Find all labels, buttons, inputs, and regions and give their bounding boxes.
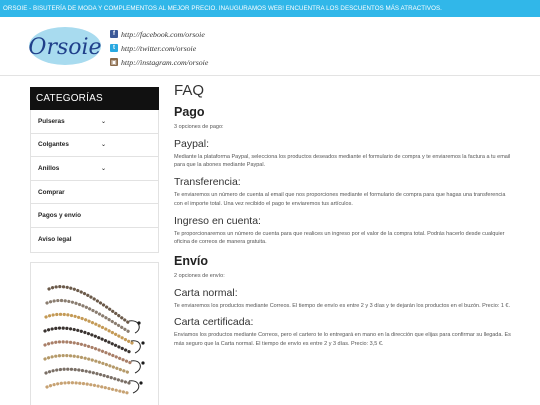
- sidebar-item-label: Anillos: [38, 164, 60, 172]
- transferencia-text: Te enviaremos un número de cuenta al email que nos proporciones mediante el formulario de compra para que hagas una transferencia con el importe total. Una vez recibido el pago te enviaremos tus artículos.: [174, 192, 506, 207]
- sidebar-item-label: Aviso legal: [38, 236, 72, 244]
- ingreso-text: Te proporcionaremos un número de cuenta para que realices un ingreso por el valor de la compra total. Podrás hacerlo desde cualquier oficina de correos de manera gratuita.: [174, 230, 505, 246]
- sidebar-item-pagos-envio[interactable]: [31, 204, 158, 228]
- main-area: [0, 75, 540, 405]
- facebook-icon: f: [110, 30, 118, 38]
- sidebar-item-label: Comprar: [38, 188, 65, 196]
- categories-header: CATEGORÍAS: [30, 87, 159, 110]
- sidebar-item-label: Pagos y envío: [38, 212, 81, 220]
- chevron-down-icon[interactable]: ⌄: [100, 142, 106, 149]
- envio-heading: Envío: [174, 253, 209, 268]
- sidebar-item-label: Colgantes: [38, 141, 69, 149]
- pago-intro: 3 opciones de pago:: [174, 124, 224, 130]
- top-announcement-bar: ORSOIE - BISUTERÍA DE MODA Y COMPLEMENTOS AL MEJOR PRECIO. INAUGURAMOS WEB! ENCUENTRA LOS DESCUENTOS MÁS ATRACTIVOS.: [0, 0, 540, 17]
- facebook-url[interactable]: http://facebook.com/orsoie: [121, 29, 205, 39]
- twitter-icon: t: [110, 44, 118, 52]
- carta-certificada-text: Enviamos los productos mediante Correos, pero el cartero te lo entregará en mano en la dirección que elijas para confirmar su llegada. Es más seguro que la Carta normal. El tiempo de envío es entre 2 y 3 días. Precio: 3,5 €.: [174, 332, 511, 348]
- facebook-link[interactable]: [110, 27, 208, 41]
- faq-content: [174, 82, 514, 349]
- paypal-text: Mediante la plataforma Paypal, selecciona los productos deseados mediante el formulario de compra y te enviaremos la factura a tu email para que la abones mediante Paypal.: [174, 153, 511, 169]
- site-header: [0, 17, 540, 75]
- transferencia-heading: Transferencia:: [174, 176, 241, 189]
- carta-normal-text: Te enviaremos los productos mediante Correos. El tiempo de envío es entre 2 y 3 días y te dejarán los productos en el buzón. Precio: 1 €.: [174, 302, 510, 309]
- envio-intro: 2 opciones de envío:: [174, 272, 225, 279]
- sidebar-item-anillos[interactable]: [31, 157, 158, 181]
- chevron-down-icon[interactable]: ⌄: [100, 165, 106, 172]
- sidebar-item-colgantes[interactable]: [31, 134, 158, 158]
- product-image-bracelets[interactable]: [30, 262, 159, 405]
- pago-heading: Pago: [174, 105, 205, 119]
- page-title: FAQ: [174, 82, 205, 99]
- sidebar-item-comprar[interactable]: [31, 181, 158, 205]
- sidebar-item-label: Pulseras: [38, 117, 65, 125]
- twitter-url[interactable]: http://twitter.com/orsoie: [121, 43, 197, 53]
- instagram-icon: ▣: [111, 59, 117, 66]
- instagram-url[interactable]: http://instagram.com/orsoie: [121, 57, 209, 67]
- carta-certificada-heading: Carta certificada:: [174, 316, 254, 329]
- categories-list: [30, 110, 159, 253]
- sidebar: [30, 87, 159, 253]
- sidebar-item-pulseras[interactable]: [31, 110, 158, 134]
- carta-normal-heading: Carta normal:: [174, 286, 238, 299]
- orsoie-logo[interactable]: [28, 25, 106, 67]
- social-links: [110, 27, 208, 69]
- twitter-link[interactable]: [110, 41, 208, 55]
- sidebar-item-aviso-legal[interactable]: [31, 228, 158, 252]
- instagram-link[interactable]: [110, 55, 208, 69]
- paypal-heading: Paypal:: [174, 137, 210, 150]
- ingreso-heading: Ingreso en cuenta:: [174, 214, 261, 227]
- logo-text: Orsoie: [28, 35, 102, 60]
- chevron-down-icon[interactable]: ⌄: [100, 118, 106, 125]
